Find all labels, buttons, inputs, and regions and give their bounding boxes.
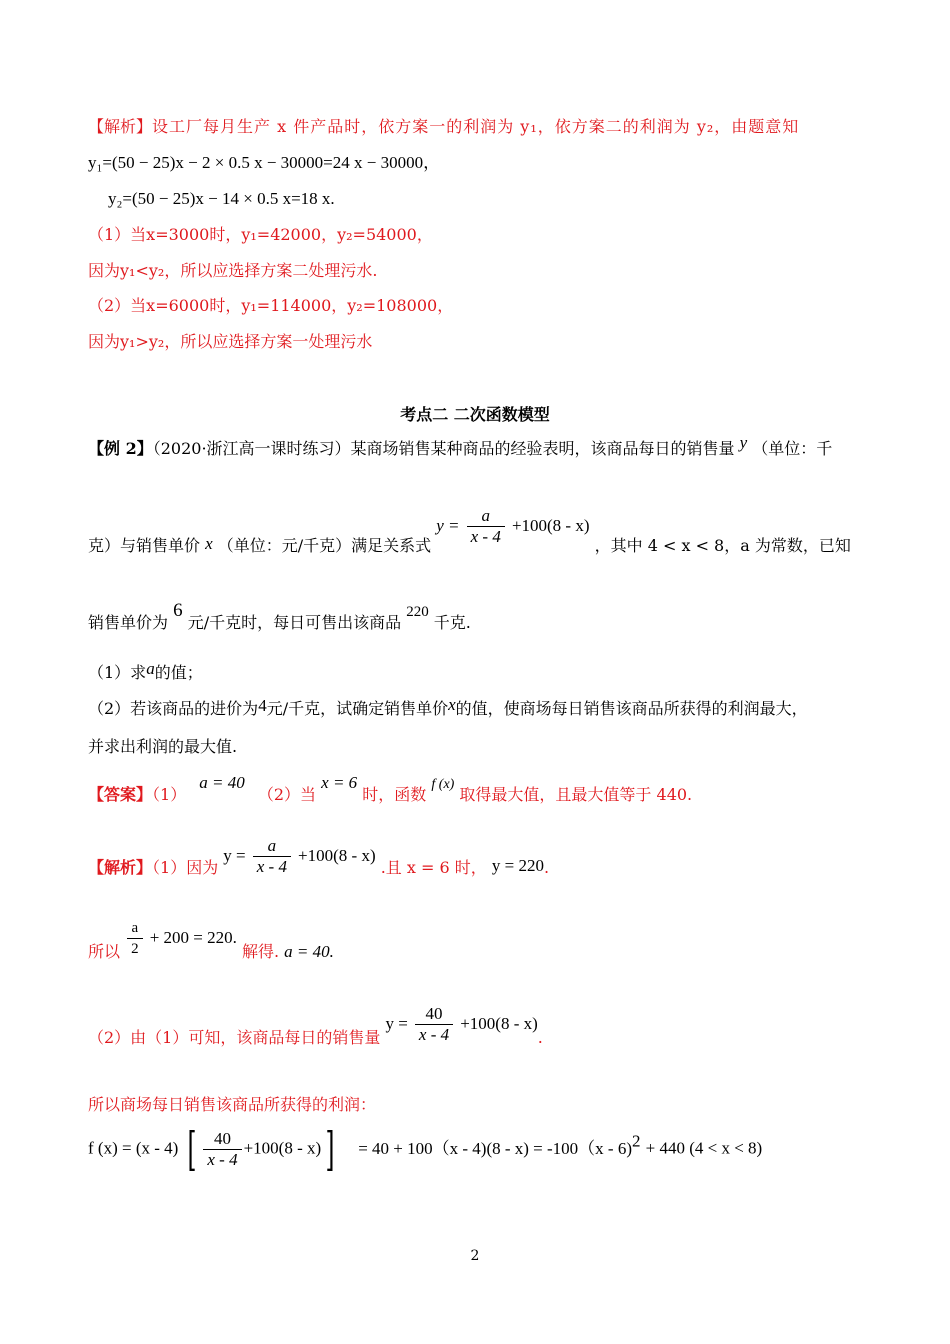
formula-denominator: x - 4	[470, 527, 501, 546]
profit-rhs: = 40 + 100（x - 4)(8 - x) = -100（x - 6)	[358, 1138, 633, 1158]
question2-price: 4	[258, 696, 267, 715]
analysis2-p2-denominator: x - 4	[418, 1025, 450, 1044]
analysis2-equation: + 200 = 220.	[149, 928, 237, 947]
analysis2-profit-line: 所以商场每日销售该商品所获得的利润：	[88, 1095, 377, 1114]
analysis2-p1: （1）因为	[152, 858, 219, 877]
analysis2-dot: .	[543, 858, 550, 877]
profit-fraction	[203, 1129, 241, 1170]
profit-denominator: x - 4	[207, 1149, 238, 1169]
answer-line	[88, 773, 693, 808]
example2-var-x: x	[205, 534, 213, 553]
example2-line3	[88, 600, 471, 635]
analysis2-denominator: x - 4	[256, 857, 287, 876]
answer-fx: f (x)	[431, 777, 455, 792]
profit-formula	[88, 1122, 763, 1176]
question2-line2: 并求出利润的最大值.	[88, 737, 238, 756]
answer-tail: 取得最大值，且最大值等于 440.	[459, 785, 693, 804]
analysis1-label: 【解析】	[88, 117, 153, 136]
profit-exponent: 2	[632, 1131, 641, 1151]
analysis2-half-numerator: a	[127, 918, 143, 939]
question2-head: （2）若该商品的进价为	[88, 699, 259, 718]
left-bracket: [	[187, 1122, 197, 1176]
analysis1-case2: （2）当x=6000时，y₁=114000，y₂=108000，	[88, 296, 454, 315]
question1	[88, 659, 203, 684]
answer-a-value: a = 40	[199, 773, 245, 792]
analysis2-so: 所以	[88, 942, 121, 961]
example2-text2-tail: ，其中 4 < x < 8，a 为常数，已知	[594, 536, 851, 555]
answer-mid: 时，函数	[362, 785, 427, 804]
analysis2-line3	[88, 1004, 543, 1045]
example2-text3-a: 销售单价为	[88, 613, 169, 632]
example2-price: 6	[173, 600, 183, 621]
analysis1-text: 设工厂每月生产 x 件产品时，依方案一的利润为 y₁，依方案二的利润为 y₂，由题意知	[152, 117, 800, 136]
analysis2-numerator: a	[253, 836, 291, 857]
profit-tail: + 440 (4 < x < 8)	[645, 1138, 763, 1158]
example2-text2-mid: （单位：元/千克）满足关系式	[217, 536, 432, 555]
analysis1-eq1: y₁=(50 − 25)x − 2 × 0.5 x − 30000=24 x − 30000，	[88, 153, 441, 172]
analysis2-p2-dot: .	[537, 1028, 543, 1047]
answer-part1: （1）	[152, 785, 187, 804]
example2-line1	[88, 433, 833, 460]
example2-line2	[88, 506, 851, 555]
formula-fraction	[467, 506, 505, 547]
analysis2-p2-numerator: 40	[415, 1004, 453, 1025]
right-bracket: ]	[325, 1122, 335, 1176]
analysis2-result: a = 40.	[284, 942, 334, 961]
profit-numerator: 40	[203, 1129, 241, 1150]
analysis2-label: 【解析】	[88, 858, 153, 877]
analysis1-case2-conclusion: 因为y₁>y₂，所以应选择方案一处理污水	[88, 332, 373, 351]
analysis1-case1: （1）当x=3000时，y₁=42000，y₂=54000，	[88, 225, 433, 244]
section-heading: 考点二 二次函数模型	[400, 405, 550, 424]
analysis2-line2	[88, 918, 334, 959]
profit-lhs: f (x) = (x - 4)	[88, 1138, 179, 1158]
analysis2-cond-value: y = 220	[491, 856, 544, 875]
page-number: 2	[470, 1248, 480, 1264]
analysis2-half-denominator: 2	[131, 941, 139, 957]
example2-amount: 220	[406, 604, 429, 620]
question1-head: （1）求	[88, 663, 147, 682]
question2-tail: 的值，使商场每日销售该商品所获得的利润最大，	[455, 699, 808, 718]
example2-text1-tail: （单位：千	[752, 439, 833, 458]
profit-inner-rest: +100(8 - x)	[243, 1138, 322, 1158]
formula-lhs: y =	[436, 516, 460, 535]
analysis2-p2-fraction	[415, 1004, 453, 1045]
question2-mid: 元/千克，试确定销售单价	[266, 699, 449, 718]
example2-label: 【例 2】	[88, 439, 153, 458]
analysis2-fraction	[253, 836, 291, 877]
analysis2-p2: （2）由（1）可知，该商品每日的销售量	[88, 1028, 381, 1047]
analysis1-eq2: y₂=(50 − 25)x − 14 × 0.5 x=18 x.	[108, 189, 335, 208]
question1-tail: 的值；	[154, 663, 203, 682]
example2-text3-b: 元/千克时，每日可售出该商品	[187, 613, 402, 632]
example2-source: （2020·浙江高一课时练习）	[152, 439, 351, 458]
answer-label: 【答案】	[88, 785, 153, 804]
analysis2-cond: .且 x = 6 时，	[380, 858, 487, 877]
formula-numerator: a	[467, 506, 505, 527]
example2-text2-head: 克）与销售单价	[88, 536, 201, 555]
analysis2-lhs: y =	[223, 846, 246, 865]
analysis1-case1-conclusion: 因为y₁<y₂，所以应选择方案二处理污水.	[88, 261, 378, 280]
example2-var-y: y	[739, 433, 748, 452]
analysis2-solve: 解得.	[241, 942, 280, 961]
answer-x-value: x = 6	[321, 773, 358, 792]
analysis2-p2-rest: +100(8 - x)	[460, 1014, 538, 1033]
formula-rest: +100(8 - x)	[511, 516, 590, 535]
question2-var: x	[448, 695, 456, 714]
analysis2-half-fraction	[127, 918, 143, 959]
analysis1-line	[88, 116, 799, 138]
question1-var: a	[146, 659, 155, 678]
question2	[88, 695, 808, 720]
example2-text3-c: 千克.	[433, 613, 471, 632]
example2-text1: 某商场销售某种商品的经验表明，该商品每日的销售量	[350, 439, 735, 458]
answer-part2: （2）当	[257, 785, 317, 804]
analysis2-rest: +100(8 - x)	[298, 846, 376, 865]
analysis2-line1	[88, 836, 549, 877]
analysis2-p2-lhs: y =	[385, 1014, 408, 1033]
